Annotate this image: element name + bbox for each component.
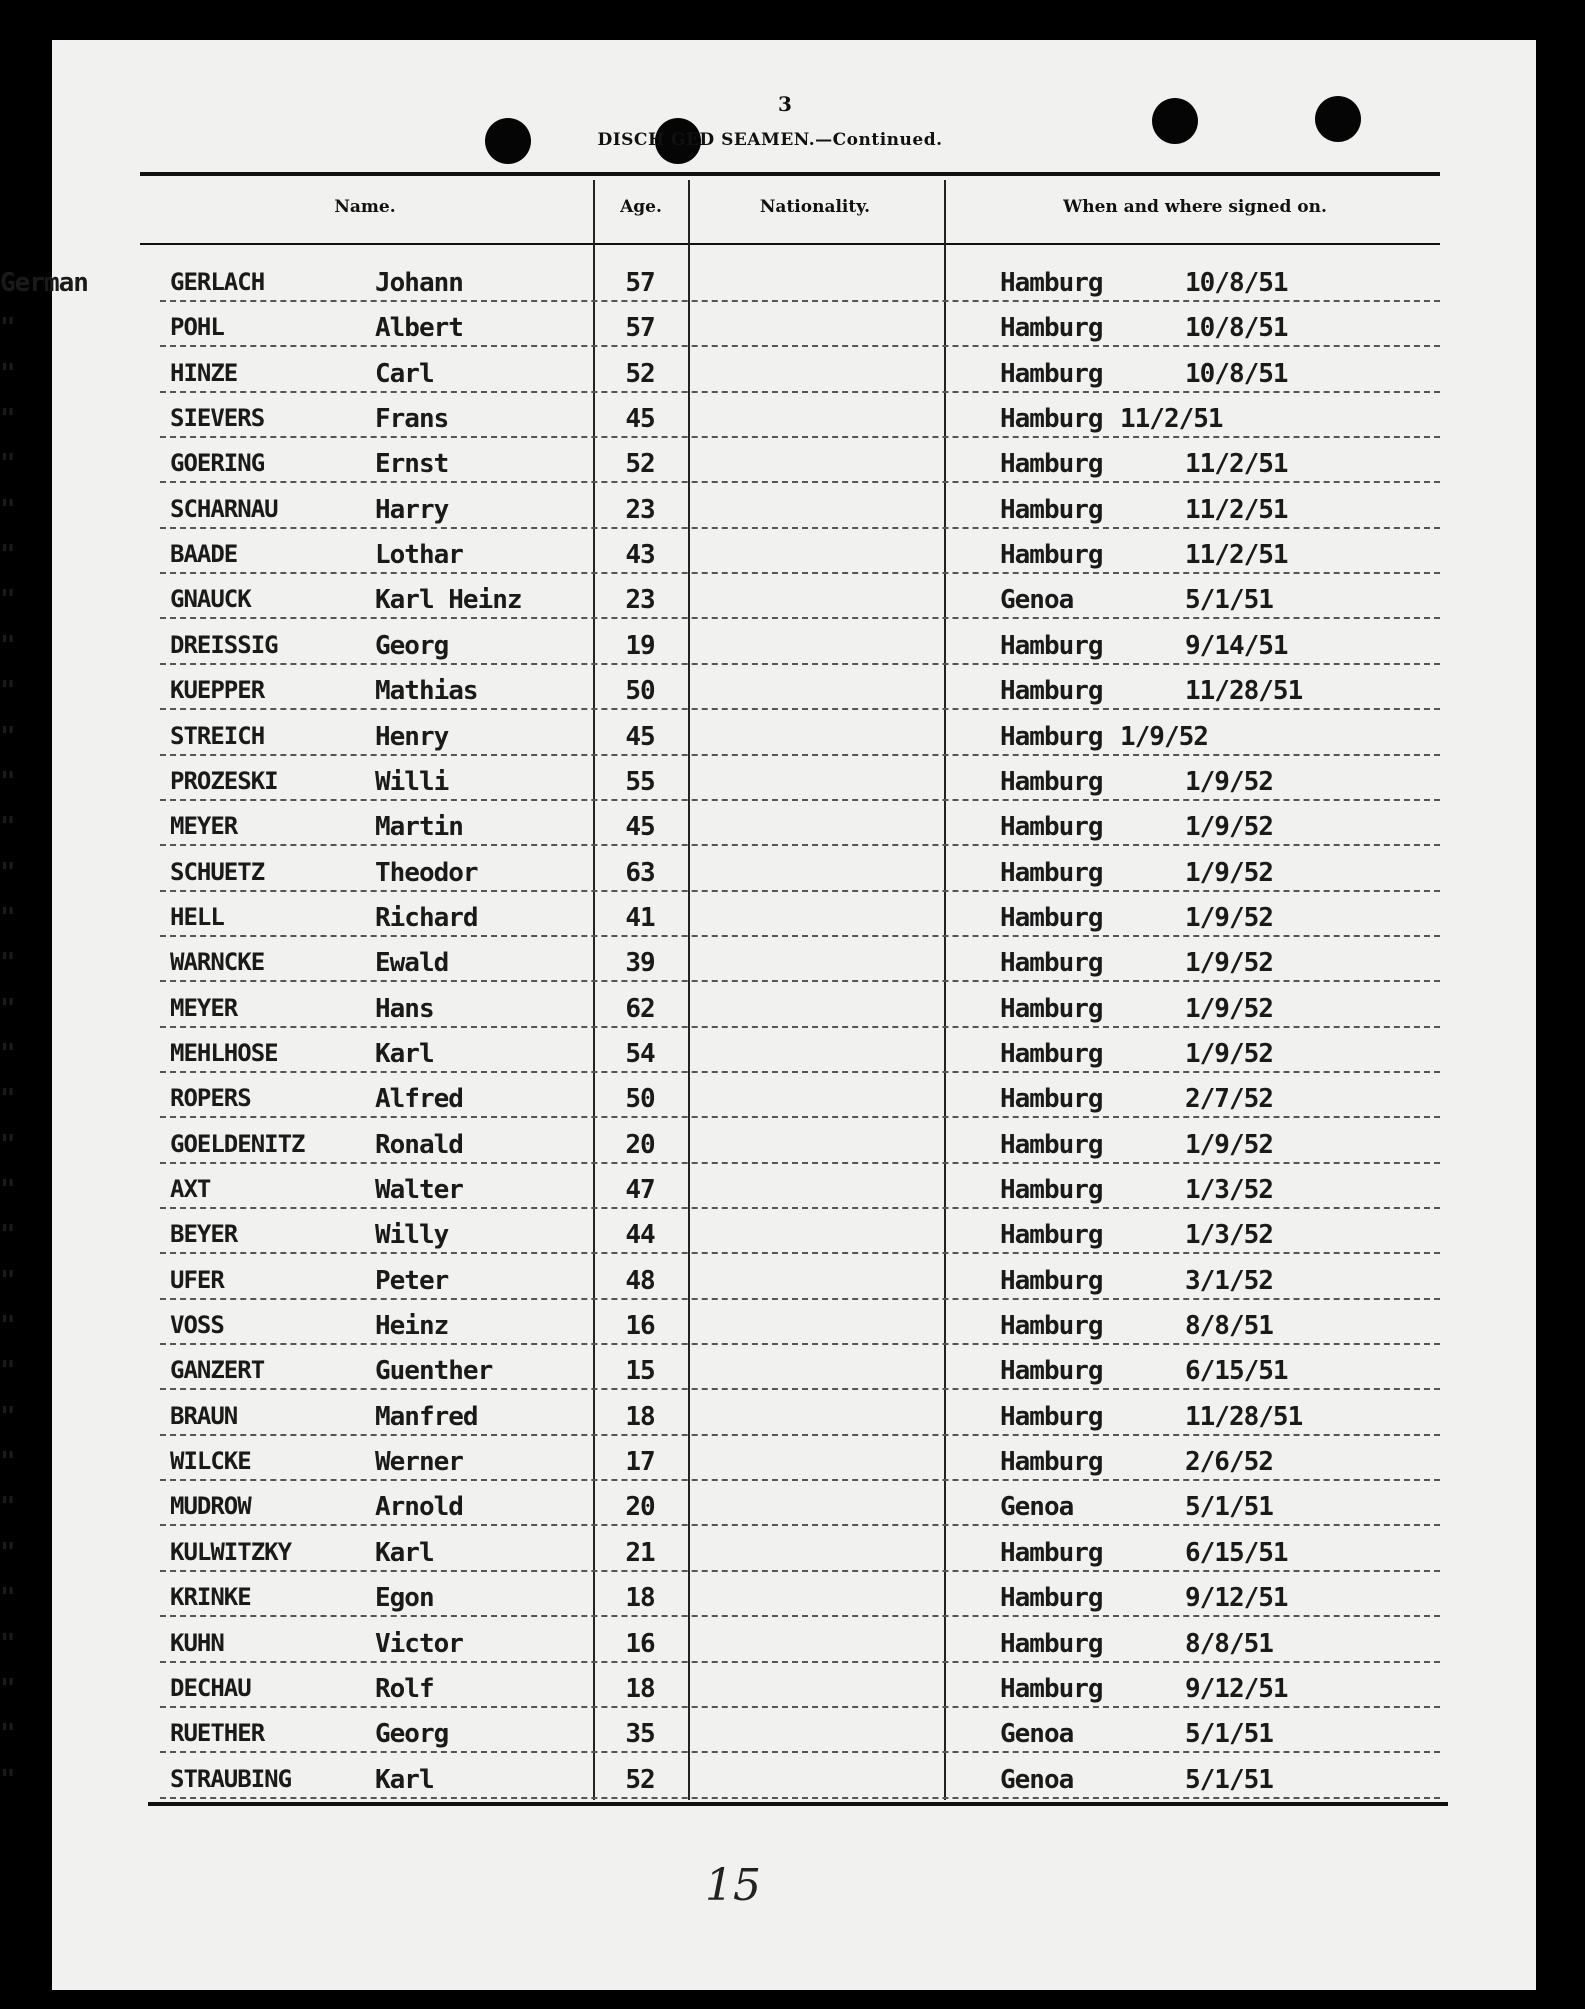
- signed-on-place: Hamburg: [1000, 902, 1103, 933]
- seaman-age: 43: [625, 540, 655, 571]
- signed-on-place: Hamburg: [1000, 1356, 1103, 1387]
- seaman-age: 63: [625, 857, 655, 888]
- row-rule: [160, 754, 1440, 756]
- seaman-given-name: Richard: [375, 902, 478, 933]
- signed-on-place: Hamburg: [1000, 1129, 1103, 1160]
- seaman-given-name: Harry: [375, 494, 449, 525]
- signed-on-place: Hamburg: [1000, 766, 1103, 797]
- seaman-given-name: Karl: [375, 1038, 434, 1069]
- seaman-nationality: ": [0, 1764, 15, 1795]
- seaman-given-name: Peter: [375, 1265, 449, 1296]
- seaman-age: 15: [625, 1356, 655, 1387]
- signed-on-date: 1/3/52: [1185, 1175, 1273, 1205]
- seaman-nationality: ": [0, 404, 15, 435]
- seaman-nationality: ": [0, 1129, 15, 1160]
- seaman-age: 50: [625, 676, 655, 707]
- row-rule: [160, 391, 1440, 393]
- seaman-given-name: Georg: [375, 1719, 449, 1750]
- signed-on-date: 8/8/51: [1185, 1628, 1273, 1659]
- seaman-nationality: ": [0, 1311, 15, 1342]
- signed-on-place: Hamburg: [1000, 449, 1103, 480]
- row-rule: [160, 1162, 1440, 1164]
- seaman-nationality: ": [0, 676, 15, 707]
- signed-on-date: 11/2/51: [1185, 540, 1288, 571]
- seaman-nationality: ": [0, 1537, 15, 1568]
- seaman-given-name: Willi: [375, 766, 449, 797]
- table-row: [0, 625, 1585, 670]
- table-row: [0, 716, 1585, 761]
- seaman-nationality: ": [0, 1265, 15, 1296]
- seaman-nationality: ": [0, 1673, 15, 1704]
- seaman-nationality: ": [0, 1719, 15, 1750]
- seaman-given-name: Ewald: [375, 948, 449, 979]
- seaman-age: 44: [625, 1220, 655, 1251]
- seaman-given-name: Ronald: [375, 1129, 463, 1160]
- row-rule: [160, 1343, 1440, 1345]
- seaman-surname: RUETHER: [170, 1719, 265, 1748]
- seaman-age: 16: [625, 1628, 655, 1659]
- table-row: [0, 262, 1585, 307]
- seaman-given-name: Alfred: [375, 1084, 463, 1115]
- seaman-surname: SCHARNAU: [170, 494, 278, 523]
- seaman-given-name: Rolf: [375, 1673, 434, 1704]
- table-row: [0, 1350, 1585, 1395]
- row-rule: [160, 890, 1440, 892]
- seaman-nationality: ": [0, 1401, 15, 1432]
- row-rule: [160, 300, 1440, 302]
- signed-on-date: 9/12/51: [1185, 1673, 1288, 1704]
- punch-hole-right-2: [1315, 96, 1361, 142]
- seaman-surname: SIEVERS: [170, 404, 265, 433]
- signed-on-date: 11/2/51: [1185, 449, 1288, 480]
- seaman-given-name: Martin: [375, 812, 463, 843]
- seaman-nationality: ": [0, 1084, 15, 1115]
- table-row: [0, 1169, 1585, 1214]
- signed-on-date: 8/8/51: [1185, 1311, 1273, 1342]
- column-header-name: Name.: [334, 197, 396, 217]
- row-rule: [160, 708, 1440, 710]
- seaman-nationality: German: [0, 268, 88, 298]
- seaman-surname: GERLACH: [170, 268, 265, 296]
- signed-on-place: Hamburg: [1000, 1311, 1103, 1342]
- row-rule: [160, 572, 1440, 574]
- row-rule: [160, 1570, 1440, 1572]
- row-rule: [160, 1524, 1440, 1526]
- seaman-given-name: Georg: [375, 630, 449, 661]
- row-rule: [160, 1388, 1440, 1390]
- seaman-nationality: ": [0, 1628, 15, 1659]
- seaman-surname: STREICH: [170, 721, 265, 750]
- signed-on-place: Hamburg: [1000, 630, 1103, 661]
- seaman-given-name: Ernst: [375, 449, 449, 480]
- row-rule: [160, 527, 1440, 529]
- row-rule: [160, 1751, 1440, 1753]
- table-row: [0, 307, 1585, 352]
- row-rule: [160, 980, 1440, 982]
- table-row: [0, 1214, 1585, 1259]
- seaman-age: 52: [625, 449, 655, 480]
- seaman-surname: DECHAU: [170, 1673, 251, 1702]
- seaman-nationality: ": [0, 721, 15, 752]
- seaman-surname: MUDROW: [170, 1492, 251, 1521]
- seaman-nationality: ": [0, 1447, 15, 1478]
- signed-on-date: 5/1/51: [1185, 1719, 1273, 1750]
- signed-on-date: 1/9/52: [1185, 1038, 1273, 1069]
- signed-on-date: 1/9/52: [1185, 902, 1273, 933]
- seaman-age: 57: [625, 268, 655, 298]
- signed-on-place: Hamburg: [1000, 857, 1103, 888]
- seaman-given-name: Mathias: [375, 676, 478, 707]
- table-row: [0, 1396, 1585, 1441]
- table-row: [0, 761, 1585, 806]
- row-rule: [160, 663, 1440, 665]
- signed-on-place: Hamburg: [1000, 1628, 1103, 1659]
- signed-on-date: 10/8/51: [1185, 268, 1288, 298]
- seaman-surname: POHL: [170, 313, 224, 342]
- table-row: [0, 988, 1585, 1033]
- seaman-surname: HELL: [170, 902, 224, 931]
- signed-on-date: 5/1/51: [1185, 1764, 1273, 1795]
- signed-on-place: Hamburg: [1000, 1038, 1103, 1069]
- signed-on-date: 1/9/52: [1185, 993, 1273, 1024]
- seaman-surname: DREISSIG: [170, 630, 278, 659]
- signed-on-place: Hamburg: [1000, 540, 1103, 571]
- signed-on-place: Hamburg: [1000, 1220, 1103, 1251]
- seaman-surname: KULWITZKY: [170, 1537, 292, 1566]
- table-row: [0, 1623, 1585, 1668]
- table-row: [0, 1078, 1585, 1123]
- row-rule: [160, 1252, 1440, 1254]
- seaman-age: 19: [625, 630, 655, 661]
- seaman-nationality: ": [0, 358, 15, 389]
- row-rule: [160, 1434, 1440, 1436]
- signed-on-date: 10/8/51: [1185, 313, 1288, 344]
- seaman-given-name: Willy: [375, 1220, 449, 1251]
- signed-on-date: 11/28/51: [1185, 1401, 1303, 1432]
- table-row: [0, 942, 1585, 987]
- header-bottom-rule: [140, 243, 1440, 245]
- seaman-nationality: ": [0, 494, 15, 525]
- table-row: [0, 489, 1585, 534]
- table-row: [0, 1668, 1585, 1713]
- seaman-surname: WARNCKE: [170, 948, 265, 977]
- row-rule: [160, 481, 1440, 483]
- seaman-given-name: Albert: [375, 313, 463, 344]
- seaman-nationality: ": [0, 1038, 15, 1069]
- seaman-nationality: ": [0, 993, 15, 1024]
- signed-on-date: 6/15/51: [1185, 1537, 1288, 1568]
- table-row: [0, 443, 1585, 488]
- seaman-surname: KUEPPER: [170, 676, 265, 705]
- signed-on-place: Genoa: [1000, 585, 1074, 616]
- seaman-surname: VOSS: [170, 1311, 224, 1340]
- table-row: [0, 1441, 1585, 1486]
- seaman-surname: GANZERT: [170, 1356, 265, 1385]
- seaman-age: 47: [625, 1175, 655, 1205]
- signed-on-place: Genoa: [1000, 1492, 1074, 1523]
- seaman-surname: SCHUETZ: [170, 857, 265, 886]
- seaman-nationality: ": [0, 585, 15, 616]
- signed-on-place: Hamburg: [1000, 313, 1103, 344]
- table-row: [0, 852, 1585, 897]
- seaman-given-name: Henry: [375, 721, 449, 752]
- seaman-nationality: ": [0, 1220, 15, 1251]
- seaman-nationality: ": [0, 1175, 15, 1205]
- seaman-nationality: ": [0, 313, 15, 344]
- signed-on-date: 1/9/52: [1120, 721, 1208, 752]
- row-rule: [160, 844, 1440, 846]
- seaman-surname: MEYER: [170, 993, 238, 1022]
- seaman-age: 35: [625, 1719, 655, 1750]
- seaman-age: 52: [625, 1764, 655, 1795]
- seaman-age: 62: [625, 993, 655, 1024]
- seaman-nationality: ": [0, 902, 15, 933]
- seaman-given-name: Theodor: [375, 857, 478, 888]
- row-rule: [160, 1116, 1440, 1118]
- signed-on-place: Hamburg: [1000, 948, 1103, 979]
- signed-on-date: 1/3/52: [1185, 1220, 1273, 1251]
- seaman-age: 23: [625, 585, 655, 616]
- seaman-age: 21: [625, 1537, 655, 1568]
- seaman-surname: MEYER: [170, 812, 238, 841]
- seaman-age: 16: [625, 1311, 655, 1342]
- seaman-age: 18: [625, 1583, 655, 1614]
- row-rule: [160, 345, 1440, 347]
- seaman-age: 17: [625, 1447, 655, 1478]
- row-rule: [160, 1615, 1440, 1617]
- row-rule: [160, 1207, 1440, 1209]
- handwritten-note: 15: [705, 1860, 761, 1911]
- row-rule: [160, 1479, 1440, 1481]
- signed-on-place: Hamburg: [1000, 1175, 1103, 1205]
- seaman-age: 23: [625, 494, 655, 525]
- seaman-age: 48: [625, 1265, 655, 1296]
- seaman-given-name: Lothar: [375, 540, 463, 571]
- seaman-age: 45: [625, 721, 655, 752]
- row-rule: [160, 799, 1440, 801]
- seaman-given-name: Werner: [375, 1447, 463, 1478]
- signed-on-date: 9/12/51: [1185, 1583, 1288, 1614]
- table-row: [0, 1260, 1585, 1305]
- seaman-given-name: Manfred: [375, 1401, 478, 1432]
- seaman-age: 55: [625, 766, 655, 797]
- seaman-given-name: Karl Heinz: [375, 585, 522, 616]
- signed-on-place: Hamburg: [1000, 1401, 1103, 1432]
- row-rule: [160, 1661, 1440, 1663]
- signed-on-date: 9/14/51: [1185, 630, 1288, 661]
- table-row: [0, 1532, 1585, 1577]
- signed-on-place: Genoa: [1000, 1719, 1074, 1750]
- signed-on-date: 11/2/51: [1120, 404, 1223, 435]
- seaman-nationality: ": [0, 948, 15, 979]
- seaman-given-name: Guenther: [375, 1356, 493, 1387]
- row-rule: [160, 617, 1440, 619]
- seaman-surname: BEYER: [170, 1220, 238, 1249]
- signed-on-place: Hamburg: [1000, 1583, 1103, 1614]
- signed-on-place: Hamburg: [1000, 676, 1103, 707]
- row-rule: [160, 1706, 1440, 1708]
- seaman-nationality: ": [0, 857, 15, 888]
- seaman-surname: GNAUCK: [170, 585, 251, 614]
- seaman-given-name: Karl: [375, 1537, 434, 1568]
- signed-on-date: 3/1/52: [1185, 1265, 1273, 1296]
- seaman-age: 45: [625, 812, 655, 843]
- seaman-nationality: ": [0, 1356, 15, 1387]
- table-row: [0, 1124, 1585, 1169]
- signed-on-date: 6/15/51: [1185, 1356, 1288, 1387]
- table-row: [0, 1713, 1585, 1758]
- table-row: [0, 1486, 1585, 1531]
- seaman-age: 54: [625, 1038, 655, 1069]
- signed-on-date: 1/9/52: [1185, 857, 1273, 888]
- seaman-age: 41: [625, 902, 655, 933]
- seaman-nationality: ": [0, 1583, 15, 1614]
- table-row: [0, 806, 1585, 851]
- seaman-given-name: Johann: [375, 268, 463, 298]
- table-row: [0, 1577, 1585, 1622]
- seaman-surname: MEHLHOSE: [170, 1038, 278, 1067]
- signed-on-place: Hamburg: [1000, 1265, 1103, 1296]
- seaman-surname: AXT: [170, 1175, 211, 1203]
- seaman-age: 50: [625, 1084, 655, 1115]
- seaman-age: 20: [625, 1129, 655, 1160]
- table-row: [0, 1305, 1585, 1350]
- seaman-surname: KUHN: [170, 1628, 224, 1657]
- signed-on-place: Hamburg: [1000, 1673, 1103, 1704]
- seaman-nationality: ": [0, 1492, 15, 1523]
- table-row: [0, 1033, 1585, 1078]
- seaman-given-name: Karl: [375, 1764, 434, 1795]
- table-row: [0, 398, 1585, 443]
- seaman-surname: BRAUN: [170, 1401, 238, 1430]
- seaman-surname: PROZESKI: [170, 766, 278, 795]
- row-rule: [160, 1026, 1440, 1028]
- signed-on-date: 1/9/52: [1185, 1129, 1273, 1160]
- signed-on-date: 11/2/51: [1185, 494, 1288, 525]
- signed-on-date: 1/9/52: [1185, 948, 1273, 979]
- seaman-age: 52: [625, 358, 655, 389]
- signed-on-place: Hamburg: [1000, 1537, 1103, 1568]
- column-header-signed-on: When and where signed on.: [1063, 197, 1327, 217]
- seaman-nationality: ": [0, 766, 15, 797]
- seaman-given-name: Hans: [375, 993, 434, 1024]
- table-row: [0, 1759, 1585, 1804]
- column-header-nationality: Nationality.: [759, 197, 871, 217]
- signed-on-date: 11/28/51: [1185, 676, 1303, 707]
- seaman-surname: WILCKE: [170, 1447, 251, 1476]
- table-row: [0, 353, 1585, 398]
- seaman-given-name: Walter: [375, 1175, 463, 1205]
- column-header-age: Age.: [620, 197, 662, 217]
- row-rule: [160, 1071, 1440, 1073]
- seaman-surname: UFER: [170, 1265, 224, 1294]
- seaman-given-name: Victor: [375, 1628, 463, 1659]
- seaman-surname: STRAUBING: [170, 1764, 292, 1793]
- signed-on-place: Hamburg: [1000, 358, 1103, 389]
- row-rule: [160, 935, 1440, 937]
- seaman-nationality: ": [0, 449, 15, 480]
- header-top-rule: [140, 172, 1440, 176]
- signed-on-date: 5/1/51: [1185, 1492, 1273, 1523]
- seaman-nationality: ": [0, 540, 15, 571]
- signed-on-date: 2/7/52: [1185, 1084, 1273, 1115]
- seaman-given-name: Arnold: [375, 1492, 463, 1523]
- signed-on-place: Hamburg: [1000, 404, 1103, 435]
- seaman-given-name: Heinz: [375, 1311, 449, 1342]
- seaman-surname: GOERING: [170, 449, 265, 478]
- signed-on-place: Hamburg: [1000, 812, 1103, 843]
- seaman-age: 20: [625, 1492, 655, 1523]
- table-row: [0, 897, 1585, 942]
- row-rule: [160, 1797, 1440, 1799]
- row-rule: [160, 1298, 1440, 1300]
- signed-on-place: Hamburg: [1000, 1084, 1103, 1115]
- signed-on-date: 2/6/52: [1185, 1447, 1273, 1478]
- table-row: [0, 534, 1585, 579]
- page-title: DISCH GED SEAMEN.—Continued.: [597, 130, 943, 150]
- seaman-nationality: ": [0, 630, 15, 661]
- seaman-age: 18: [625, 1401, 655, 1432]
- seaman-age: 57: [625, 313, 655, 344]
- seaman-surname: KRINKE: [170, 1583, 251, 1612]
- seaman-age: 45: [625, 404, 655, 435]
- signed-on-place: Hamburg: [1000, 268, 1103, 298]
- signed-on-place: Hamburg: [1000, 1447, 1103, 1478]
- signed-on-date: 10/8/51: [1185, 358, 1288, 389]
- seaman-surname: HINZE: [170, 358, 238, 387]
- page-number: 3: [778, 92, 792, 116]
- seaman-given-name: Egon: [375, 1583, 434, 1614]
- seaman-surname: GOELDENITZ: [170, 1129, 305, 1158]
- row-rule: [160, 436, 1440, 438]
- signed-on-date: 1/9/52: [1185, 812, 1273, 843]
- signed-on-date: 1/9/52: [1185, 766, 1273, 797]
- table-row: [0, 579, 1585, 624]
- seaman-nationality: ": [0, 812, 15, 843]
- seaman-age: 39: [625, 948, 655, 979]
- seaman-given-name: Frans: [375, 404, 449, 435]
- signed-on-place: Hamburg: [1000, 494, 1103, 525]
- punch-hole-right-1: [1152, 98, 1198, 144]
- seaman-given-name: Carl: [375, 358, 434, 389]
- seaman-surname: ROPERS: [170, 1084, 251, 1113]
- signed-on-place: Hamburg: [1000, 721, 1103, 752]
- seaman-age: 18: [625, 1673, 655, 1704]
- table-row: [0, 670, 1585, 715]
- signed-on-place: Genoa: [1000, 1764, 1074, 1795]
- signed-on-place: Hamburg: [1000, 993, 1103, 1024]
- seaman-surname: BAADE: [170, 540, 238, 569]
- signed-on-date: 5/1/51: [1185, 585, 1273, 616]
